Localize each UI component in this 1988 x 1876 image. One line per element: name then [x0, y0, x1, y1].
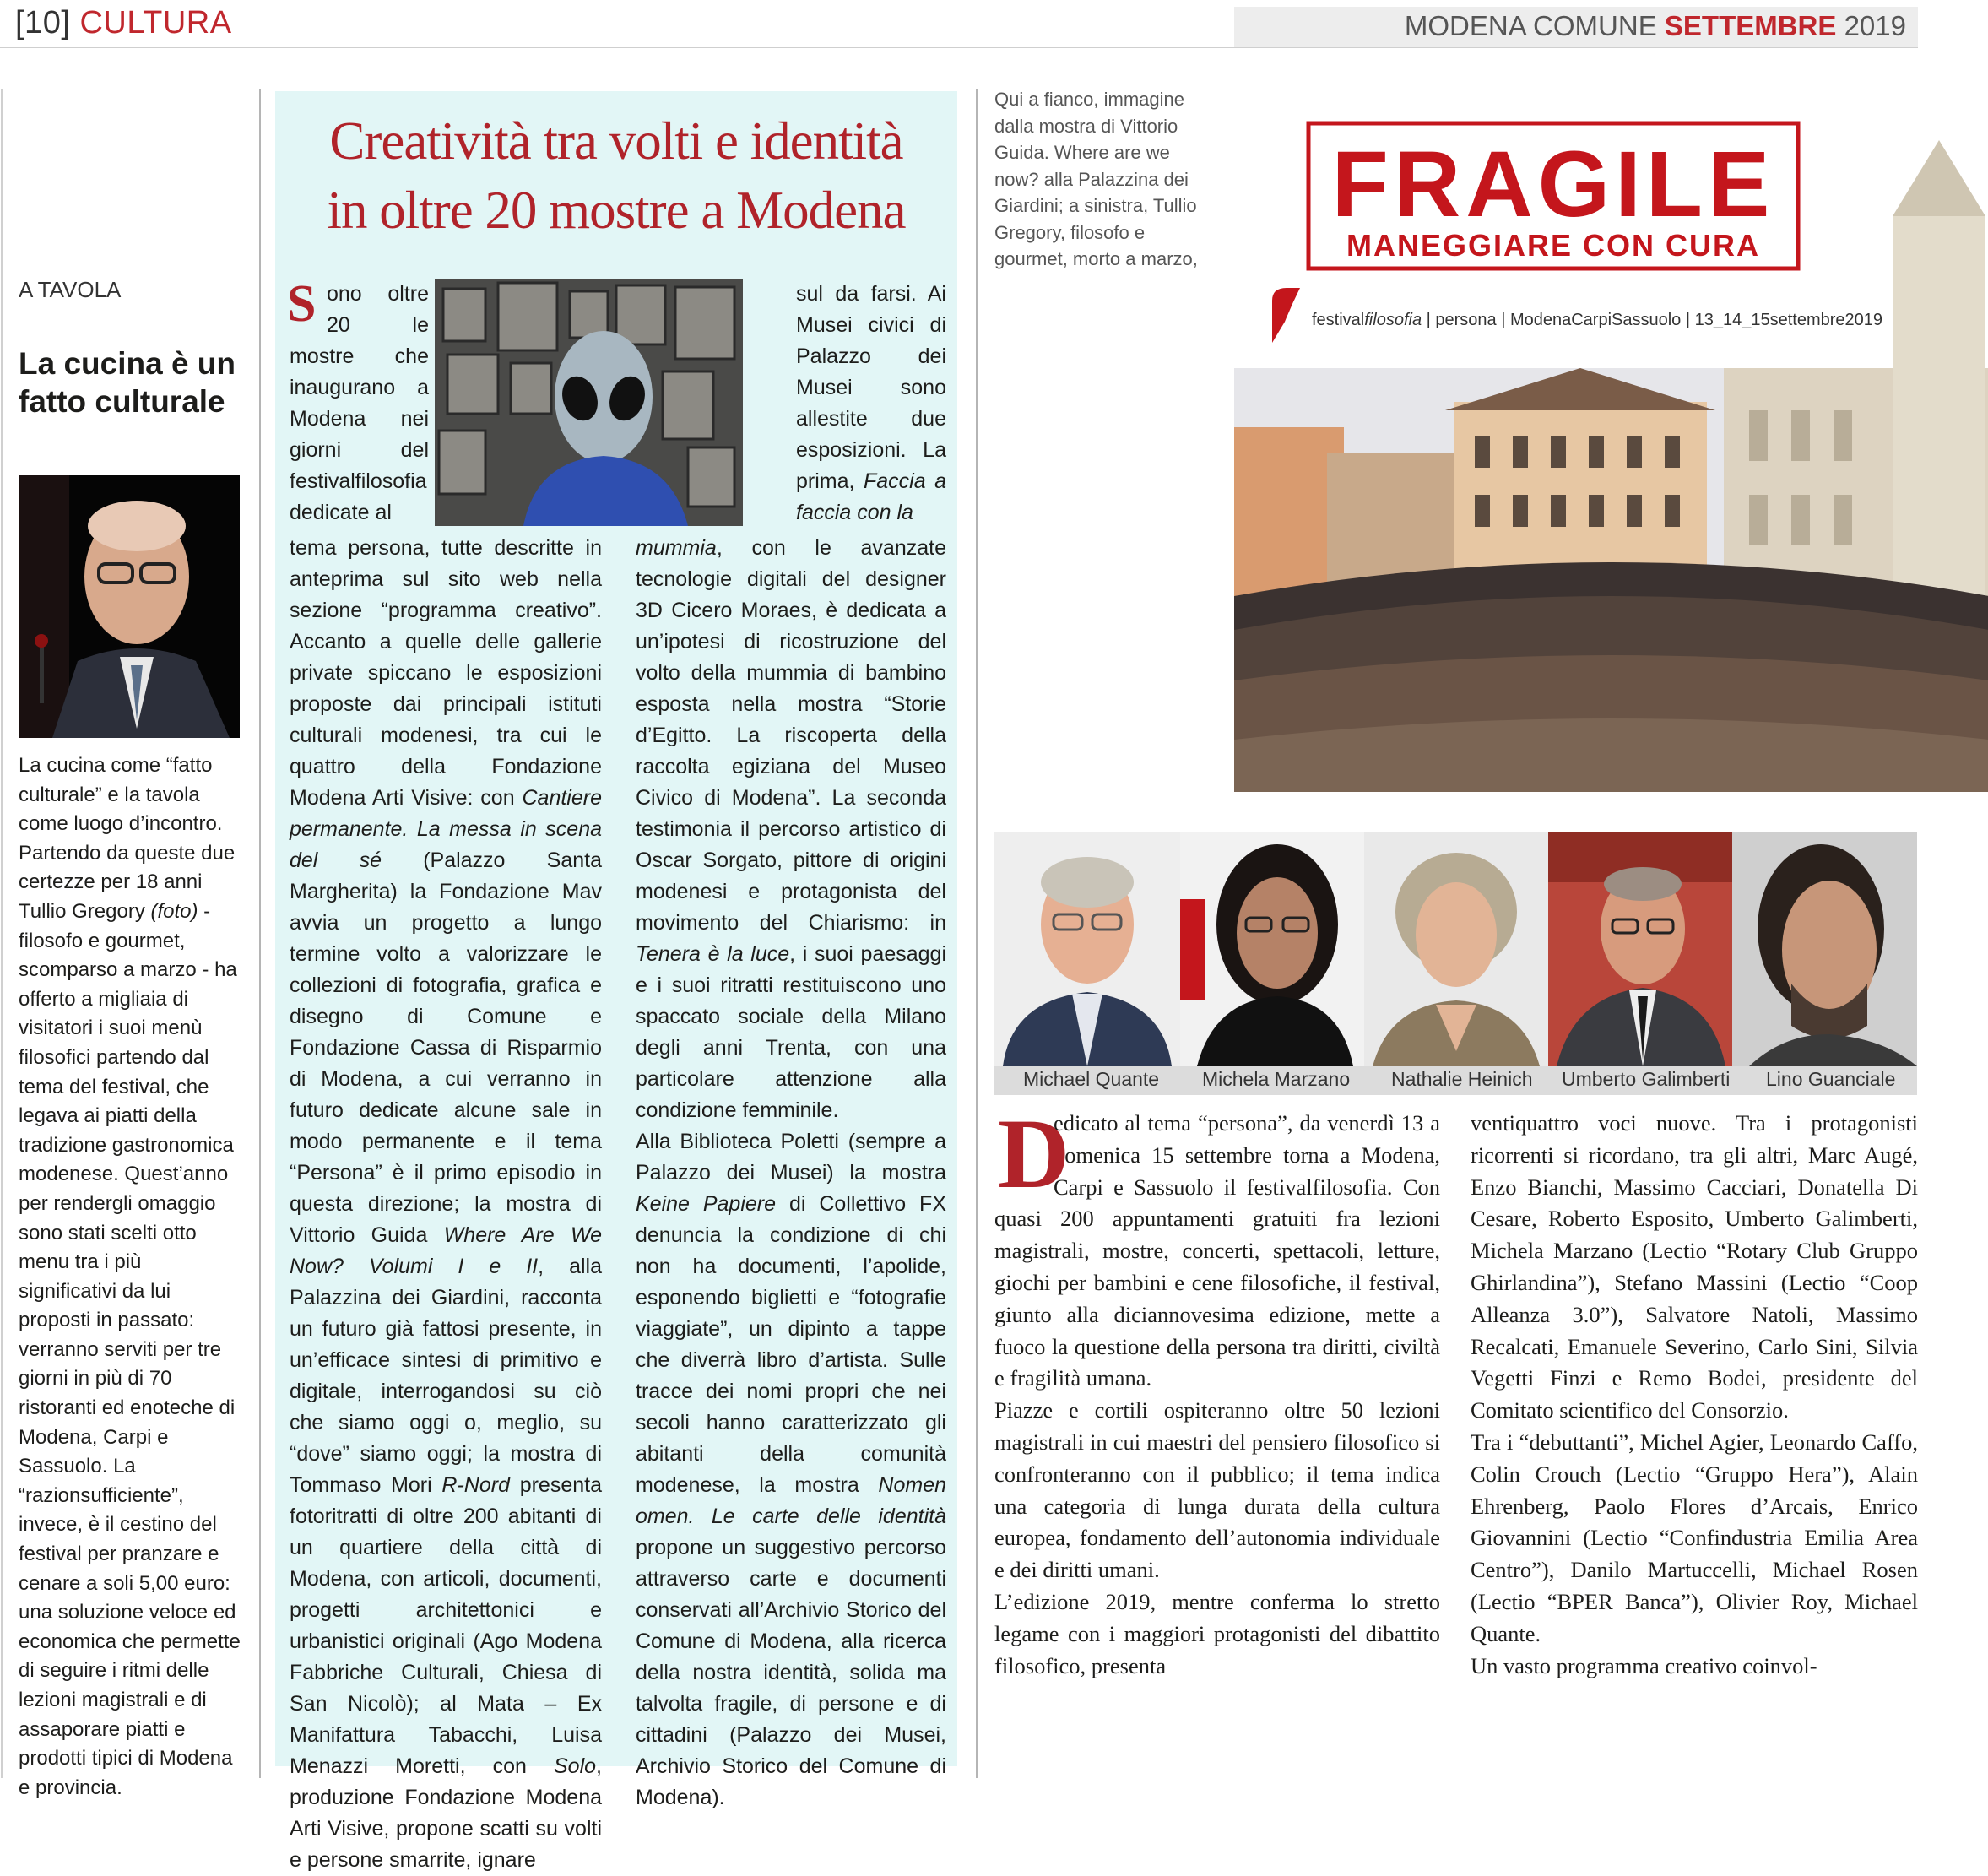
speaker-name: Michael Quante	[1023, 1068, 1160, 1090]
masthead-bar	[1234, 7, 1918, 47]
sidebar-title: La cucina è un fatto culturale	[19, 346, 236, 419]
page-header-section	[15, 5, 232, 41]
portrait-photo-tullio-gregory	[19, 475, 240, 738]
speaker-name: Nathalie Heinich	[1391, 1068, 1533, 1090]
article-column-2-intro: sul da farsi. Ai Musei civici di Palazzo dei Musei sono allestite due esposizioni. La prima, Faccia a faccia con la	[796, 282, 947, 524]
issue-month: SETTEMBRE	[1664, 10, 1837, 41]
issue-year: 2019	[1844, 10, 1906, 41]
left-margin-rule	[1, 89, 3, 1778]
sidebar-body: La cucina come “fatto culturale” e la tavola come luogo d’incontro. Partendo da queste due certezze per 18 anni Tullio Gregory (foto) - filosofo e gourmet, scomparso a marzo - ha offerto a migliaia di visitatori i suoi menù filosofici partendo dal tema del festival, che legava ai piatti della tradizione gastronomica modenese. Quest’anno per rendergli omaggio sono stati scelti otto menu tra i più significativi da lui proposti in passato: verranno serviti per tre giorni in più di 70 ristoranti ed enoteche di Modena, Carpi e Sassuolo. La “razionsufficiente”, invece, è il cestino del festival per pranzare e cenare a soli 5,00 euro: una soluzione veloce ed economica che permette di seguire i ritmi delle lezioni magistrali e di assaporare piatti e prodotti tipici di Modena e provincia.	[19, 754, 241, 1799]
article-column-1: tema persona, tutte descritte in anteprima sul sito web nella sezione “programma creativo”. Accanto a quelle delle gallerie private spiccano le esposizioni proposte dai principali istituti culturali modenesi, tra cui le quattro della Fondazione Modena Arti Visive: con Cantiere permanente. La messa in scena del sé (Palazzo Santa Margherita) la Fondazione Mav avvia un progetto a lungo termine volto a valorizzare le collezioni di fotografia, grafica e disegno di Comune e Fondazione Cassa di Risparmio di Modena, a cui verranno in futuro dedicate alcune sale in modo permanente e il tema “Persona” è il primo episodio in questa direzione; la mostra di Vittorio Guida Where Are We Now? Volumi I e II, alla Palazzina dei Giardini, racconta un futuro già fattosi presente, in un’efficace sintesi di primitivo e digitale, interrogandosi su ciò che siamo oggi o, meglio, su “dove” siamo oggi; la mostra di Tommaso Mori R-Nord presenta fotoritratti di oltre 200 abitanti di un quartiere della città di Modena, con articoli, documenti, progetti architettonici e urbanistici originali (Ago Modena Fabbriche Culturali, Chiesa di San Nicolò); al Mata – Ex Manifattura Tabacchi, Luisa Menazzi Moretti, con Solo, produzione Fondazione Modena Arti Visive, propone scatti su volti e persone smarrite, ignare	[290, 536, 602, 1872]
portrait-umberto-galimberti	[1548, 832, 1732, 1066]
speaker-name: Umberto Galimberti	[1562, 1068, 1731, 1090]
main-article-column-2: ventiquattro voci nuove. Tra i protagonisti ricorrenti si ricordano, tra gli altri, Marc Augé, Enzo Bianchi, Massimo Cacciari, Donatella Di Cesare, Roberto Esposito, Umberto Galimberti, Michela Marzano (Lectio “Rotary Club Gruppo Ghirlandina”), Stefano Massini (Lectio “Coop Alleanza 3.0”), Salvatore Natoli, Massimo Recalcati, Emanuele Severino, Carlo Sini, Silvia Vegetti Finzi e Remo Bodei, presidente del Comitato scientifico del Consorzio. Tra i “debuttanti”, Michel Agier, Leonardo Caffo, Colin Crouch (Lectio “Gruppo Hera”), Alain Ehrenberg, Paolo Flores d’Arcais, Enrico Giovannini (Lectio “Confindustria Emilia Area Centro”), Danilo Martuccelli, Michael Rosen (Lectio “BPER Banca”), Olivier Roy, Michael Quante. Un vasto programma creativo coinvol-	[1471, 1110, 1918, 1678]
photo-caption: Qui a fianco, immagine dalla mostra di Vittorio Guida. Where are we now? alla Palazzina dei Giardini; a sinistra, Tullio Gregory, filosofo e gourmet, morto a marzo,	[994, 89, 1198, 269]
poster-subtitle: MANEGGIARE CON CURA	[1346, 228, 1761, 263]
article-headline: Creatività tra volti e identità in oltre 20 mostre a Modena	[327, 111, 906, 240]
article-column-1-intro: ono oltre 20 le mostre che inaugurano a Modena nei giorni del festivalfilosofia dedicate al	[290, 282, 429, 524]
portrait-michela-marzano	[1180, 832, 1364, 1066]
speakers-portrait-strip	[994, 832, 1917, 1066]
header-divider	[0, 47, 1918, 48]
article-column-2: mummia, con le avanzate tecnologie digitali del designer 3D Cicero Moraes, è dedicata a un’ipotesi di ricostruzione del volto della mummia di bambino esposta nella mostra “Storie d’Egitto. La riscoperta della raccolta egiziana del Museo Civico di Modena”. La seconda testimonia il percorso artistico di Oscar Sorgato, pittore di origini modenesi e protagonista del movimento del Chiarismo: in Tenera è la luce, i suoi paesaggi e i suoi ritratti restituiscono uno spaccato sociale della Milano degli anni Trenta, con una particolare attenzione alla condizione femminile. Alla Biblioteca Poletti (sempre a Palazzo dei Musei) la mostra Keine Papiere di Collettivo FX denuncia la condizione di chi non ha documenti, l’apolide, esponendo biglietti e “fotografie viaggiate”, un dipinto a tappe che diverrà libro d’artista. Sulle tracce dei nomi propri che nei secoli hanno caratterizzato gli abitanti della comunità modenese, la mostra Nomen omen. Le carte delle identità propone un suggestivo percorso attraverso carte e documenti conservati all’Archivio Storico del Comune di Modena, alla ricerca della nostra identità, solida ma talvolta fragile, di persone e di cittadini (Palazzo dei Musei, Archivio Storico del Comune di Modena).	[636, 536, 946, 1809]
sidebar-label: A TAVOLA	[19, 277, 122, 302]
column-separator	[259, 89, 261, 1778]
portrait-nathalie-heinich	[1364, 832, 1548, 1066]
exhibition-photo-alien	[435, 279, 743, 526]
dropcap-d: D	[998, 1098, 1070, 1209]
speaker-name: Michela Marzano	[1202, 1068, 1351, 1090]
page-number: [10]	[15, 5, 71, 41]
speaker-name: Lino Guanciale	[1766, 1068, 1896, 1090]
section-name: CULTURA	[79, 5, 232, 41]
portrait-lino-guanciale	[1732, 832, 1917, 1066]
column-separator	[976, 89, 978, 1778]
masthead	[1405, 10, 1906, 42]
speaker-names-bar	[994, 1066, 1917, 1095]
publication-name: MODENA COMUNE	[1404, 10, 1657, 41]
sidebar-foto-ref: (foto)	[150, 899, 198, 923]
poster-info: festivalfilosofia | persona | ModenaCarpiSassuolo | 13_14_15settembre2019	[1312, 311, 1883, 329]
portrait-michael-quante	[994, 832, 1180, 1066]
dropcap-s: S	[287, 275, 317, 333]
festival-poster-image	[1234, 89, 1988, 792]
main-article-column-1: edicato al tema “persona”, da venerdì 13 a domenica 15 settembre torna a Modena, Carpi e Sassuolo il festivalfilosofia. Con quasi 200 appuntamenti gratuiti fra lezioni magistrali, mostre, concerti, spettacoli, letture, giochi per bambini e cene filosofiche, il festival, giunto alla diciannovesima edizione, mette a fuoco la questione della persona tra diritti, civiltà e fragilità umana. Piazze e cortili ospiteranno oltre 50 lezioni magistrali in cui maestri del pensiero filosofico si confronteranno con il pubblico; il tema indica una categoria di lunga durata della cultura europea, fondamento dell’autonomia individuale e dei diritti umani. L’edizione 2019, mentre conferma lo stretto legame con i maggiori protagonisti del dibattito filosofico, presenta	[994, 1110, 1440, 1678]
poster-title: FRAGILE	[1331, 133, 1775, 236]
